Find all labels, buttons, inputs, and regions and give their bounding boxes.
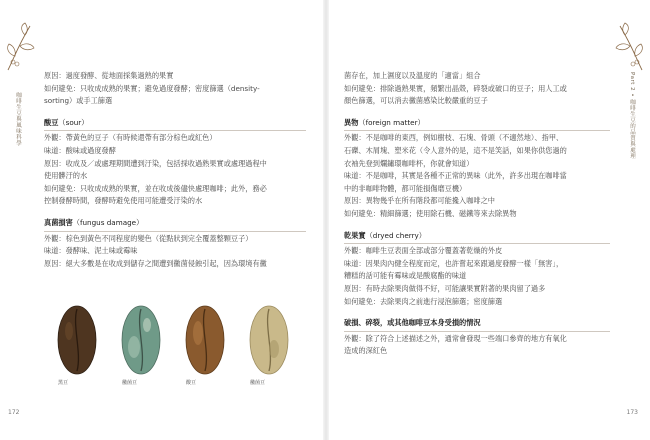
heading-text: 真菌損害 [44, 217, 73, 227]
heading-text: 乾果實 [344, 230, 366, 240]
bean-photo-row [44, 303, 306, 413]
body-line: 石礫、木屑塊、塑米花（令人意外的是，這不是笑話，如果你供您過的 [344, 145, 567, 155]
section-heading-dried [344, 230, 610, 243]
body-line: 外觀：咖啡生豆表面全部或部分覆蓋著乾燥的外皮 [344, 246, 503, 256]
body-line: 味道：因果肉內健全程度而定，也許嘗起來跟過度發酵一樣「無害」， [344, 258, 564, 268]
heading-english: （fungus damage） [72, 217, 144, 227]
section-heading-foreign [344, 117, 610, 130]
bean-caption: 黑豆 [58, 380, 69, 386]
page-number-left: 172 [8, 409, 20, 416]
left-page-text [44, 70, 306, 270]
body-line: 味道：不是咖啡，其實是各種不正常的異味（此外，許多出現在咖啡當 [344, 171, 567, 181]
body-line: 造成的深紅色 [344, 346, 388, 356]
section-heading-sour [44, 117, 306, 130]
body-line: 原因：異物幾乎在所有階段都可能攙入咖啡之中 [344, 196, 495, 206]
section-divider [344, 243, 610, 244]
coffee-branch-illustration-left [4, 20, 44, 76]
body-line: 使用髒汙的水 [44, 171, 88, 181]
body-line: 如何避免：只收成成熟的果實，並在收成後儘快處理咖啡；此外，務必 [44, 183, 267, 193]
bean-photo-fungus [118, 303, 172, 386]
page-number-right: 173 [626, 409, 638, 416]
bean-photo-sour [182, 303, 236, 386]
section-heading-broken [344, 317, 610, 330]
heading-text: 異物 [344, 117, 359, 127]
body-line: 顏色篩選，可以消去黴菌感染比較嚴重的豆子 [344, 96, 488, 106]
body-line: 原因：絕大多數是在收成到儲存之間遭到黴菌侵蝕引起，因為環境有黴 [44, 258, 267, 268]
body-line: 糟糕的話可能有霉味或是酸腐酯的味道 [344, 271, 467, 281]
running-head-left: 咖啡生豆與風味科學 [15, 92, 21, 146]
heading-text: 破損、碎裂，或其他咖啡豆本身受損的情況 [344, 318, 481, 328]
body-line: 外觀：除了符合上述描述之外，通常會發現一些端口參齊的地方有氧化 [344, 333, 567, 343]
body-line: 如何避免：排除過熟果實，頻繁出晶殼，碎裂或破口的豆子；用人工或 [344, 83, 567, 93]
heading-english: （dryed cherry） [365, 230, 426, 240]
body-line: 衣袖先登到爛鏽環咖啡杯，你就會知道） [344, 158, 474, 168]
book-gutter [323, 0, 329, 440]
bean-caption: 黴菌豆 [250, 380, 266, 386]
bean-caption: 黴菌豆 [122, 380, 138, 386]
coffee-branch-illustration-right [606, 20, 646, 76]
bean-photo-black [54, 303, 108, 386]
body-line: 外觀：不是咖啡的東西，例如樹枝、石塊、骨頭（不適然地）、指甲、 [344, 133, 564, 143]
section-divider [344, 331, 610, 332]
body-line: 如何避免：精細篩選；使用除石機、磁鐵等來去除異物 [344, 208, 517, 218]
bean-photo-fungus-2 [246, 303, 300, 386]
heading-text: 酸豆 [44, 117, 59, 127]
running-head-right: Part 2 • 咖啡生豆的品質與處理 [629, 72, 635, 160]
body-line: 控制發酵時間，發酵時避免使用可能遭受汙染的水 [44, 196, 203, 206]
body-line: sorting）或手工篩選 [44, 96, 113, 106]
section-heading-fungus [44, 217, 306, 230]
body-line: 原因：收成及／或處理期間遭到汙染，包括採收過熟果實或處理過程中 [44, 158, 267, 168]
section-divider [44, 231, 306, 232]
body-line: 味道：發酵味、泥土味或霉味 [44, 246, 138, 256]
right-page-text [344, 70, 610, 358]
bean-caption: 酸豆 [186, 380, 197, 386]
body-line: 如何避免：只收成成熟的果實；避免過度發酵；密度篩選（density- [44, 83, 260, 93]
body-line: 如何避免：去除果肉之前進行浸泡篩選；密度篩選 [344, 296, 503, 306]
section-divider [344, 130, 610, 131]
heading-english: （sour） [58, 117, 89, 127]
body-line: 原因：過度發酵、從地面採集過熟的果實 [44, 71, 174, 80]
body-line: 外觀：棕色到黃色不同程度的變色（從點狀到完全覆蓋整顆豆子） [44, 233, 253, 243]
heading-english: （foreign matter） [358, 117, 425, 127]
body-line: 原因：有時去除果肉做得不好，可能讓果實附著的果肉留了過多 [344, 283, 546, 293]
body-line: 中的非咖啡物體，都可能損傷磨豆機） [344, 183, 467, 193]
body-line: 味道：酸味或過度發酵 [44, 145, 116, 155]
body-line: 外觀：帶黃色的豆子（有時候還帶有部分棕色或紅色） [44, 133, 217, 143]
body-line: 菌存在，加上濕度以及溫度的「適當」組合 [344, 71, 481, 80]
section-divider [44, 130, 306, 131]
